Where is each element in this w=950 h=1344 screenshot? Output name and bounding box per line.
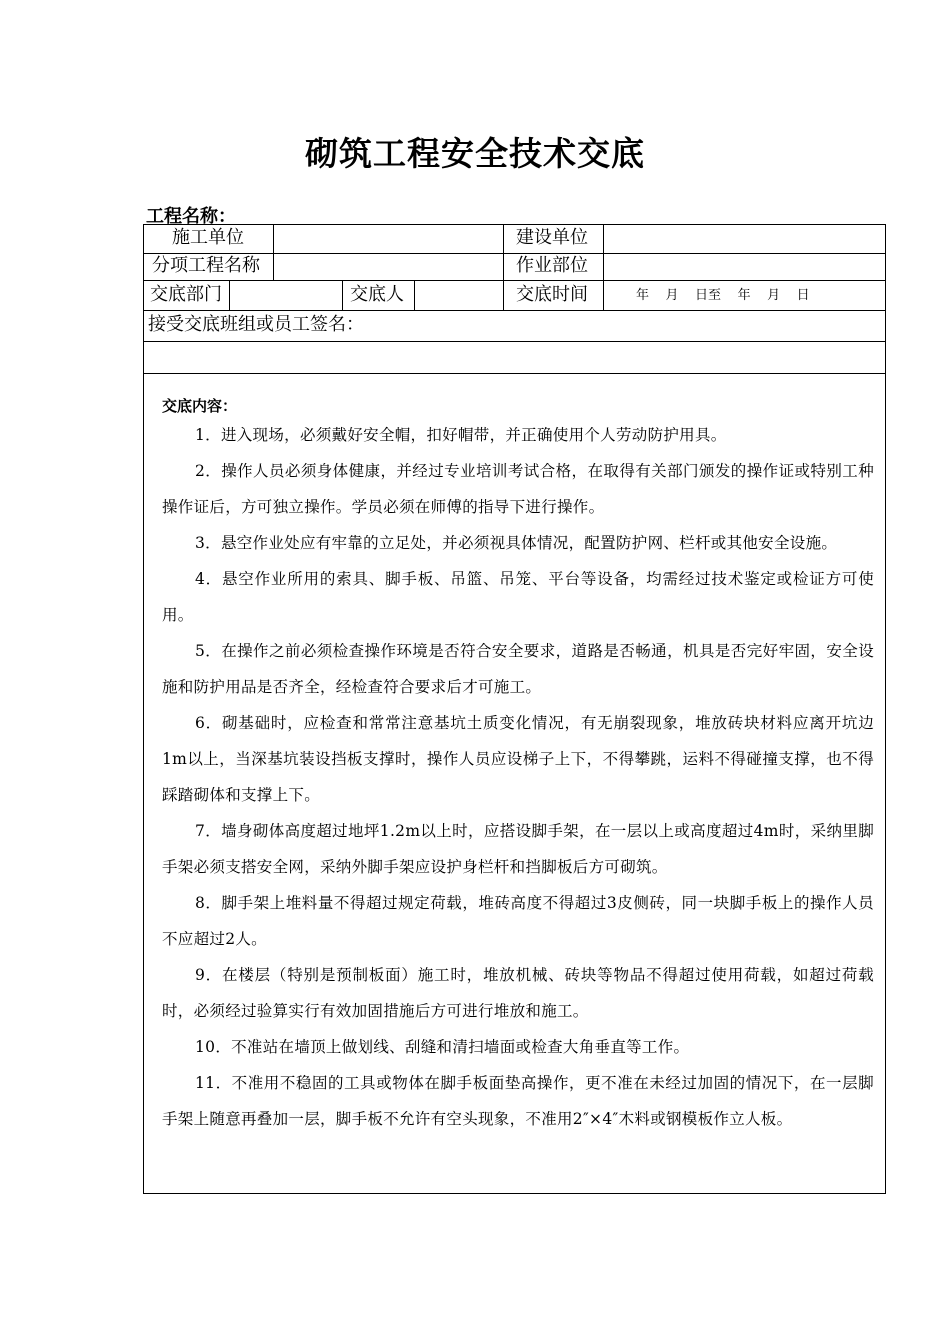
signature-field[interactable] — [144, 341, 885, 373]
form-row-units — [144, 225, 885, 254]
content-item: 6．砌基础时，应检查和常常注意基坑土质变化情况，有无崩裂现象，堆放砖块材料应离开坑边1m以上，当深基坑装设挡板支撑时，操作人员应设梯子上下，不得攀跳，运料不得碰撞支撑，也不得踩踏砌体和支撑上下。 — [162, 714, 874, 804]
time-field[interactable]: 年 月 日至 年 月 日 — [636, 288, 810, 303]
content-item: 10．不准站在墙顶上做划线、刮缝和清扫墙面或检查大角垂直等工作。 — [195, 1038, 690, 1056]
content-item: 3．悬空作业处应有牢靠的立足处，并必须视具体情况，配置防护网、栏杆或其他安全设施。 — [195, 534, 838, 552]
content-item: 11．不准用不稳固的工具或物体在脚手板面垫高操作，更不准在未经过加固的情况下，在一层脚手架上随意再叠加一层，脚手板不允许有空头现象，不准用2″×4″木料或钢模板作立人板。 — [162, 1074, 874, 1128]
content-item: 4．悬空作业所用的索具、脚手板、吊篮、吊笼、平台等设备，均需经过技术鉴定或检证方可使用。 — [162, 570, 874, 624]
signature-label: 接受交底班组或员工签名： — [148, 314, 364, 335]
form-row-subproject — [144, 253, 885, 281]
work-location-label: 作业部位 — [504, 253, 604, 280]
dept-field[interactable] — [230, 280, 343, 310]
build-unit-label: 建设单位 — [504, 225, 604, 253]
construction-unit-label: 施工单位 — [144, 225, 274, 253]
form-row-signature — [144, 341, 885, 374]
person-label: 交底人 — [343, 280, 415, 310]
disclosure-form — [143, 224, 886, 1194]
project-name-label: 工程名称： — [146, 206, 236, 227]
form-row-signature-label — [144, 310, 885, 342]
page-title: 砌筑工程安全技术交底 — [305, 134, 645, 173]
build-unit-field[interactable] — [604, 225, 885, 253]
sub-project-label: 分项工程名称 — [144, 253, 274, 280]
form-row-disclosure — [144, 280, 885, 311]
time-label: 交底时间 — [504, 280, 604, 310]
content-item: 1．进入现场，必须戴好安全帽，扣好帽带，并正确使用个人劳动防护用具。 — [195, 426, 727, 444]
content-item: 7．墙身砌体高度超过地坪1.2m以上时，应搭设脚手架，在一层以上或高度超过4m时，采纳里脚手架必须支搭安全网，采纳外脚手架应设护身栏杆和挡脚板后方可砌筑。 — [162, 822, 874, 876]
content-item: 9．在楼层（特别是预制板面）施工时，堆放机械、砖块等物品不得超过使用荷载，如超过荷载时，必须经过验算实行有效加固措施后方可进行堆放和施工。 — [162, 966, 874, 1020]
disclosure-content — [162, 395, 874, 1137]
sub-project-field[interactable] — [274, 253, 504, 280]
content-item: 2．操作人员必须身体健康，并经过专业培训考试合格，在取得有关部门颁发的操作证或特别工种操作证后，方可独立操作。学员必须在师傅的指导下进行操作。 — [162, 462, 874, 516]
person-field[interactable] — [415, 280, 504, 310]
dept-label: 交底部门 — [144, 280, 230, 310]
construction-unit-field[interactable] — [274, 225, 504, 253]
work-location-field[interactable] — [604, 253, 885, 280]
content-item: 8．脚手架上堆料量不得超过规定荷载，堆砖高度不得超过3皮侧砖，同一块脚手板上的操作人员不应超过2人。 — [162, 894, 874, 948]
content-heading: 交底内容： — [162, 397, 238, 415]
content-item: 5．在操作之前必须检查操作环境是否符合安全要求，道路是否畅通，机具是否完好牢固，安全设施和防护用品是否齐全，经检查符合要求后才可施工。 — [162, 642, 874, 696]
